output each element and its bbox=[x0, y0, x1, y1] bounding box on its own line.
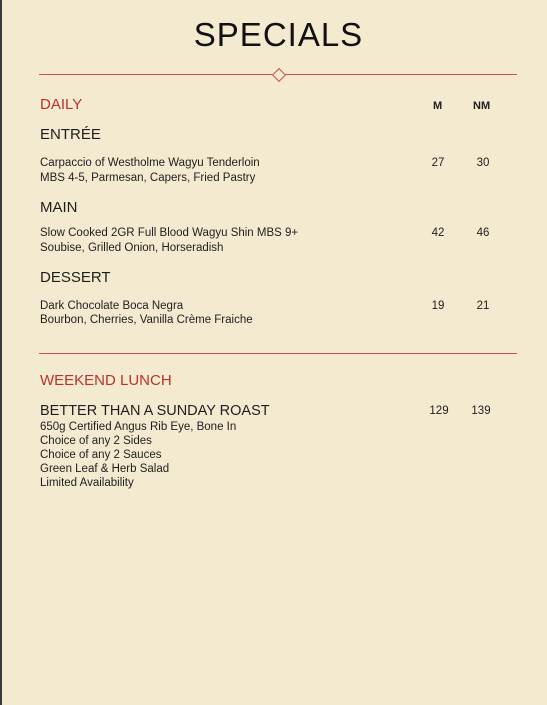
roast-detail-line: Choice of any 2 Sides bbox=[40, 435, 152, 447]
main-item-name: Slow Cooked 2GR Full Blood Wagyu Shin MBS 9+ bbox=[40, 227, 299, 239]
roast-detail-line: Limited Availability bbox=[40, 477, 134, 489]
entree-price-nm: 30 bbox=[476, 157, 490, 169]
page-title: SPECIALS bbox=[193, 16, 364, 53]
section-divider bbox=[39, 353, 517, 354]
entree-item-desc: MBS 4-5, Parmesan, Capers, Fried Pastry bbox=[40, 172, 256, 184]
dessert-item-desc: Bourbon, Cherries, Vanilla Crème Fraiche bbox=[40, 314, 253, 326]
page-left-edge bbox=[0, 0, 2, 705]
dessert-heading: DESSERT bbox=[40, 269, 111, 286]
main-price-m: 42 bbox=[431, 227, 445, 239]
main-price-nm: 46 bbox=[476, 227, 490, 239]
roast-price-nm: 139 bbox=[471, 405, 491, 417]
dessert-price-m: 19 bbox=[431, 300, 445, 312]
entree-item-name: Carpaccio of Westholme Wagyu Tenderloin bbox=[40, 157, 260, 169]
roast-detail-line: 650g Certified Angus Rib Eye, Bone In bbox=[40, 421, 237, 433]
dessert-price-nm: 21 bbox=[476, 300, 490, 312]
daily-heading: DAILY bbox=[40, 96, 83, 113]
col-head-m: M bbox=[433, 100, 443, 112]
weekend-heading: WEEKEND LUNCH bbox=[40, 372, 172, 389]
roast-item-name: BETTER THAN A SUNDAY ROAST bbox=[40, 403, 270, 419]
roast-detail-line: Green Leaf & Herb Salad bbox=[40, 463, 170, 475]
divider-diamond-ornament bbox=[272, 68, 286, 82]
main-item-desc: Soubise, Grilled Onion, Horseradish bbox=[40, 242, 224, 254]
entree-price-m: 27 bbox=[431, 157, 445, 169]
entree-heading: ENTRÉE bbox=[40, 126, 101, 143]
col-head-nm: NM bbox=[473, 100, 491, 112]
roast-price-m: 129 bbox=[429, 405, 449, 417]
dessert-item-name: Dark Chocolate Boca Negra bbox=[40, 300, 184, 312]
roast-details bbox=[40, 420, 236, 490]
main-heading: MAIN bbox=[40, 199, 78, 216]
roast-detail-line: Choice of any 2 Sauces bbox=[40, 449, 162, 461]
